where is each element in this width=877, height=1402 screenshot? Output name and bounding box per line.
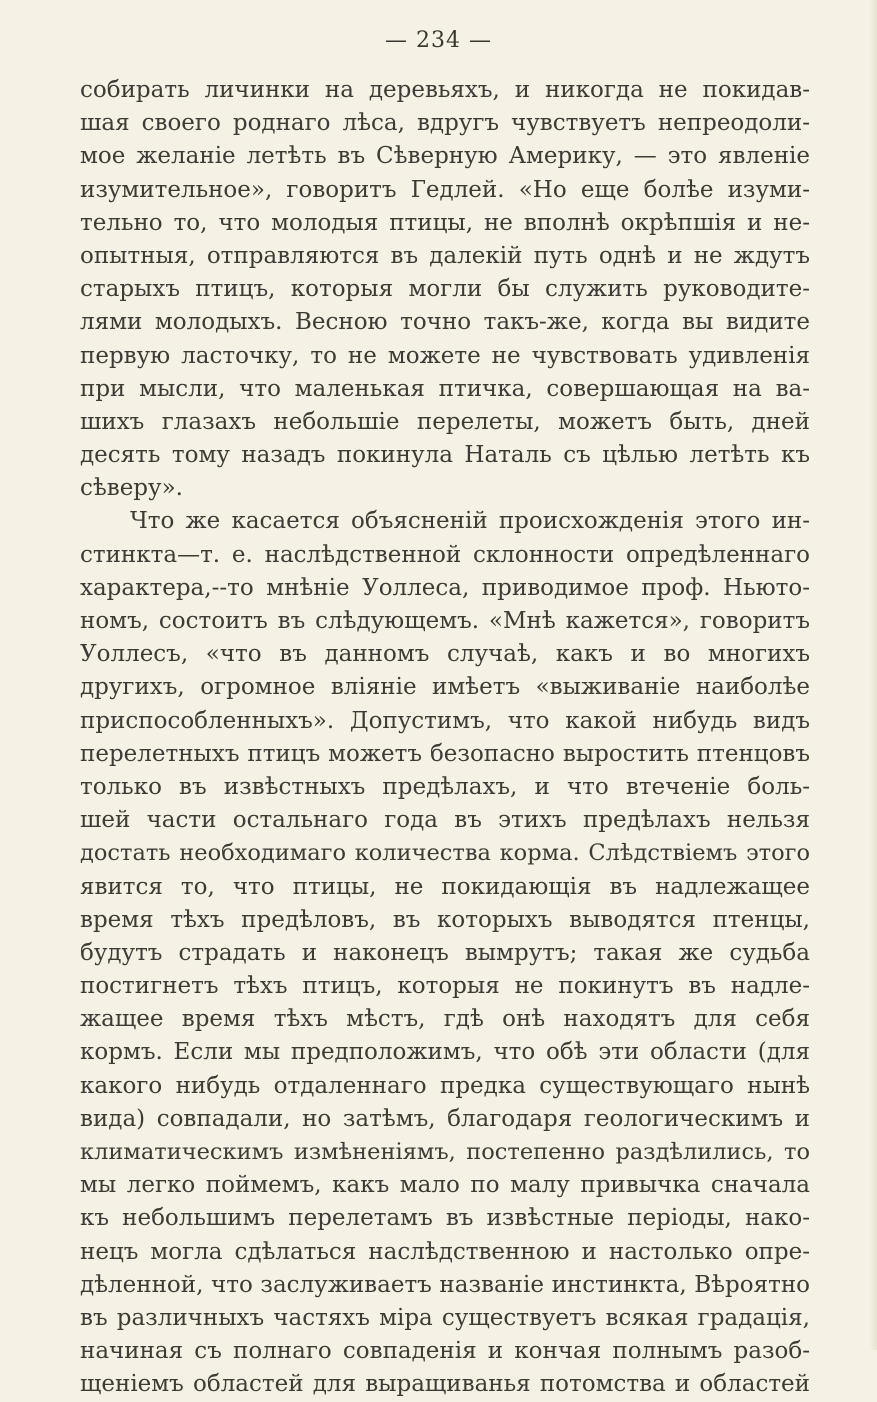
text-line: щеніемъ областей для выращиванья потомства и областей (80, 1371, 810, 1398)
text-line: дѣленной, что заслуживаетъ названіе инстинкта, Вѣроятно (80, 1271, 810, 1298)
text-line: мы легко поймемъ, какъ мало по малу привычка сначала (80, 1172, 810, 1199)
text-line: приспособленныхъ». Допустимъ, что какой нибудь видъ (80, 707, 810, 734)
text-line: опытныя, отправляются въ далекій путь однѣ и не ждутъ (80, 242, 810, 269)
text-line: перелетныхъ птицъ можетъ безопасно выростить птенцовъ (80, 740, 810, 767)
text-line: кормъ. Если мы предположимъ, что обѣ эти области (для (80, 1039, 810, 1066)
text-line: нецъ могла сдѣлаться наслѣдственною и настолько опре- (80, 1238, 810, 1265)
body-text (80, 74, 810, 1402)
text-line: къ небольшимъ перелетамъ въ извѣстные періоды, нако- (80, 1205, 810, 1232)
text-line: первую ласточку, то не можете не чувствовать удивленія (80, 342, 810, 369)
text-line: жащее время тѣхъ мѣстъ, гдѣ онѣ находятъ для себя (80, 1006, 810, 1033)
text-line: старыхъ птицъ, которыя могли бы служить руководите- (80, 276, 810, 303)
text-line: шая своего роднаго лѣса, вдругъ чувствуетъ непреодоли- (80, 110, 810, 137)
text-line: будутъ страдать и наконецъ вымрутъ; такая же судьба (80, 939, 810, 966)
text-line: мое желаніе летѣть въ Сѣверную Америку, — это явленіе (80, 143, 810, 170)
text-line: время тѣхъ предѣловъ, въ которыхъ выводятся птенцы, (80, 906, 810, 933)
text-line: явится то, что птицы, не покидающія въ надлежащее (80, 873, 810, 900)
text-line: другихъ, огромное вліяніе имѣетъ «выживаніе наиболѣе (80, 674, 810, 701)
text-line: лями молодыхъ. Весною точно такъ-же, когда вы видите (80, 309, 810, 336)
text-line: стинкта—т. е. наслѣдственной склонности опредѣленнаго (80, 541, 810, 568)
text-line: тельно то, что молодыя птицы, не вполнѣ окрѣпшія и не- (80, 209, 810, 236)
text-line: постигнетъ тѣхъ птицъ, которыя не покинутъ въ надле- (80, 973, 810, 1000)
text-line: достать необходимаго количества корма. Слѣдствіемъ этого (80, 840, 810, 867)
text-line: собирать личинки на деревьяхъ, и никогда не покидав- (80, 77, 810, 103)
text-line: только въ извѣстныхъ предѣлахъ, и что втеченіе боль- (80, 773, 810, 800)
text-line: климатическимъ измѣненіямъ, постепенно раздѣлились, то (80, 1139, 810, 1165)
text-line: шихъ глазахъ небольшіе перелеты, можетъ быть, дней (80, 408, 810, 435)
text-line: Уоллесъ, «что въ данномъ случаѣ, какъ и во многихъ (80, 641, 810, 668)
text-line: шей части остальнаго года въ этихъ предѣлахъ нельзя (80, 807, 810, 834)
text-line: десять тому назадъ покинула Наталь съ цѣлью летѣть къ (80, 442, 810, 469)
text-line: характера,--то мнѣніе Уоллеса, приводимое проф. Ньюто- (80, 574, 810, 601)
text-line: при мысли, что маленькая птичка, совершающая на ва- (80, 375, 810, 402)
text-line: номъ, состоитъ въ слѣдующемъ. «Мнѣ кажется», говоритъ (80, 608, 810, 634)
paragraph-start-line: Что же касается объясненій происхожденія этого ин- (130, 508, 810, 535)
text-line: въ различныхъ частяхъ міра существуетъ всякая градація, (80, 1304, 810, 1331)
page-number: — 234 — (385, 28, 492, 53)
page-edge-shadow (869, 0, 877, 1350)
text-line: начиная съ полнаго совпаденія и кончая полнымъ разоб- (80, 1338, 810, 1365)
text-line: изумительное», говоритъ Гедлей. «Но еще болѣе изуми- (80, 176, 810, 203)
paragraph-end-line: сѣверу». (80, 475, 183, 502)
text-line: вида) совпадали, но затѣмъ, благодаря геологическимъ и (80, 1105, 810, 1132)
text-line: какого нибудь отдаленнаго предка существующаго нынѣ (80, 1072, 810, 1099)
